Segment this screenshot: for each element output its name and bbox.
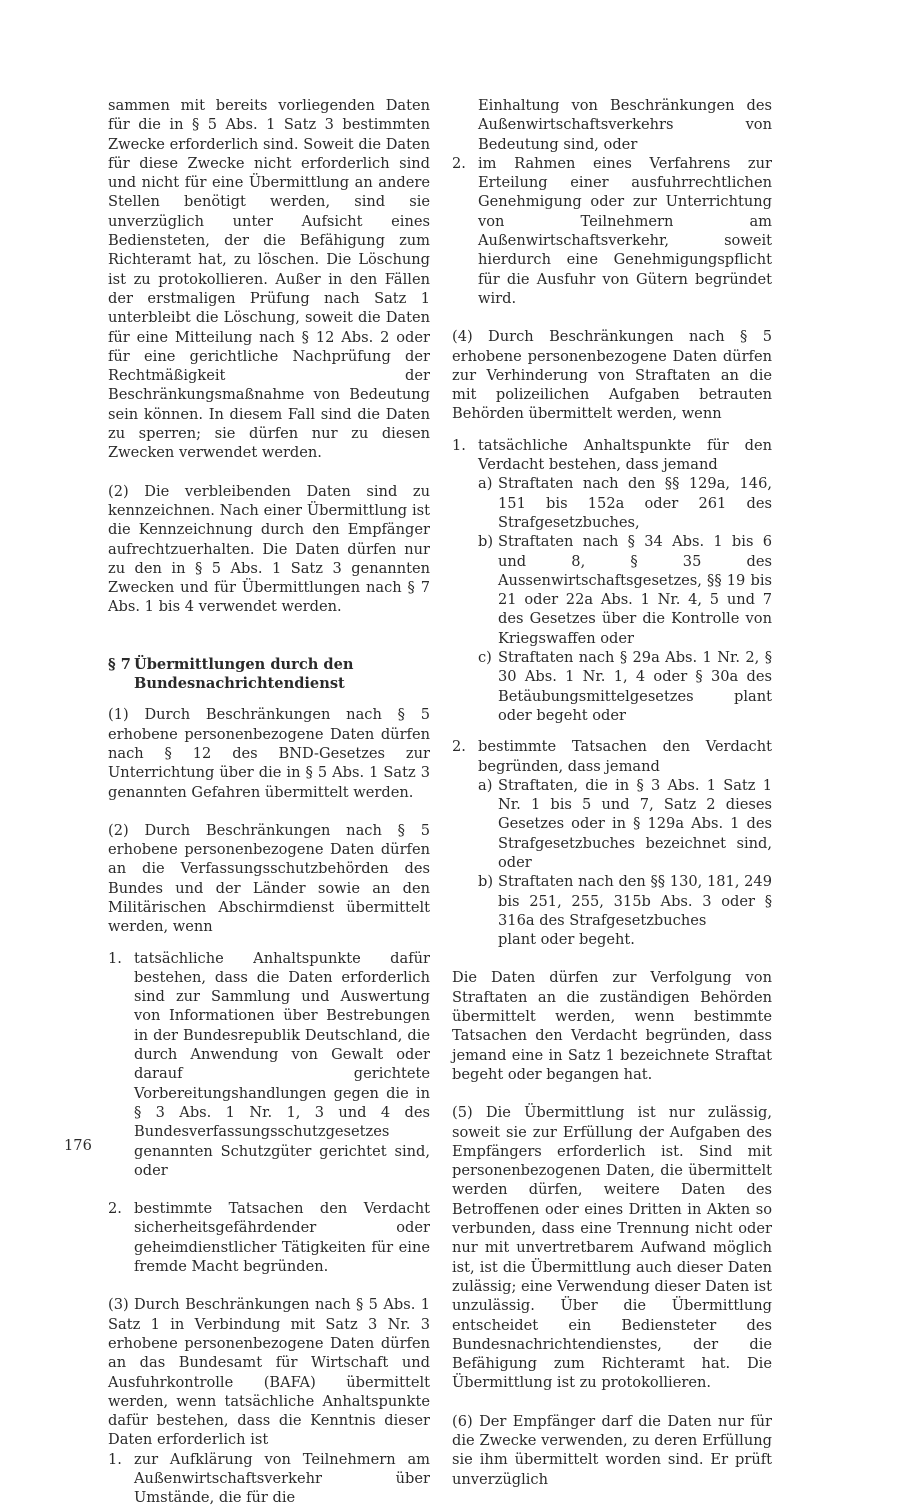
list-item-text: tatsächliche Anhaltspunkte für den Verdacht bestehen, dass jemand bbox=[478, 436, 772, 474]
sub-list-item bbox=[478, 776, 772, 872]
sub-list-marker: b) bbox=[478, 533, 494, 551]
list-item-text: tatsächliche Anhaltspunkte dafür bestehen, dass die Daten erforderlich sind zur Sammlung und Auswertung von Informationen über Bestrebungen in der Bundesrepublik Deutschland, die durch Anwendung von Gewalt oder darauf gerichtete Vorbereitungshandlungen gegen die in § 3 Abs. 1 Nr. 1, 3 und 4 des Bundesverfassungsschutzgesetzes genannten Schutzgüter gerichtet sind, oder bbox=[134, 949, 430, 1179]
sub-list-text: Straftaten, die in § 3 Abs. 1 Satz 1 Nr. 1 bis 5 und 7, Satz 2 dieses Gesetzes oder in § 129a Abs. 1 des Strafgesetzbuches bezeichnet sind, oder bbox=[498, 776, 772, 871]
sub-list-marker: a) bbox=[478, 776, 493, 794]
sub-list-marker: c) bbox=[478, 649, 492, 667]
sub-list-marker: b) bbox=[478, 873, 494, 891]
section-title: Übermittlungen durch den Bundesnachrichtendienst bbox=[134, 655, 354, 693]
list-item bbox=[452, 737, 772, 776]
sub-list-marker: a) bbox=[478, 475, 493, 493]
list-item-text: bestimmte Tatsachen den Verdacht sicherheitsgefährdender oder geheimdienstlicher Tätigkeiten für eine fremde Macht begründen. bbox=[134, 1200, 430, 1276]
left-column bbox=[108, 96, 430, 1508]
paragraph-7-6: (6) Der Empfänger darf die Daten nur für die Zwecke verwenden, zu deren Erfüllung sie ihm übermittelt worden sind. Er prüft unverzüglich bbox=[452, 1412, 772, 1488]
sub-list-text: Straftaten nach § 29a Abs. 1 Nr. 2, § 30 Abs. 1 Nr. 1, 4 oder § 30a des Betäubungsmittelgesetzes plant oder begeht oder bbox=[498, 649, 772, 724]
paragraph-6-2: (2) Die verbleibenden Daten sind zu kennzeichnen. Nach einer Übermittlung ist die Kennzeichnung durch den Empfänger aufrechtzuerhalten. Die Daten dürfen nur zu den in § 5 Abs. 1 Satz 3 genannten Zwecken und für Übermittlungen nach § 7 Abs. 1 bis 4 verwendet werden. bbox=[108, 482, 430, 616]
sub-list bbox=[452, 474, 772, 725]
list-item-continuation bbox=[452, 96, 772, 154]
paragraph-7-3: (3) Durch Beschränkungen nach § 5 Abs. 1 Satz 1 in Verbindung mit Satz 3 Nr. 3 erhobene personenbezogene Daten dürfen an das Bundesamt für Wirtschaft und Ausfuhrkontrolle (BAFA) übermittelt werden, wenn tatsächliche Anhaltspunkte dafür bestehen, dass die Kenntnis dieser Daten erforderlich ist bbox=[108, 1296, 430, 1449]
sub-list-item bbox=[478, 872, 772, 930]
sub-list-text: Straftaten nach den §§ 130, 181, 249 bis 251, 255, 315b Abs. 3 oder § 316a des Strafgesetzbuches bbox=[498, 873, 772, 929]
list-item bbox=[452, 154, 772, 308]
paragraph-continuation: sammen mit bereits vorliegenden Daten für die in § 5 Abs. 1 Satz 3 bestimmten Zwecke erforderlich sind. Soweit die Daten für diese Zwecke nicht erforderlich sind und nicht für eine Übermittlung an andere Stellen benötigt werden, sind sie unverzüglich unter Aufsicht eines Bediensteten, der die Befähigung zum Richteramt hat, zu löschen. Die Löschung ist zu protokollieren. Außer in den Fällen der erstmaligen Prüfung nach Satz 1 unterbleibt die Löschung, soweit die Daten für eine Mitteilung nach § 12 Abs. 2 oder für eine gerichtliche Nachprüfung der Rechtmäßigkeit der Beschränkungsmaßnahme von Bedeutung sein können. In diesem Fall sind die Daten zu sperren; sie dürfen nur zu diesen Zwecken verwendet werden. bbox=[108, 97, 430, 462]
sub-list bbox=[452, 776, 772, 950]
list-item bbox=[108, 1199, 430, 1276]
list-item bbox=[452, 436, 772, 475]
list-item bbox=[108, 1450, 430, 1508]
paragraph-prosecution: Die Daten dürfen zur Verfolgung von Straftaten an die zuständigen Behörden übermittelt werden, wenn bestimmte Tatsachen den Verdacht begründen, dass jemand eine in Satz 1 bezeichnete Straftat begeht oder begangen hat. bbox=[452, 969, 772, 1083]
list-marker: 2. bbox=[452, 738, 466, 756]
page-number: 176 bbox=[64, 1137, 92, 1154]
list-marker: 2. bbox=[108, 1200, 122, 1218]
sub-list-text: Straftaten nach § 34 Abs. 1 bis 6 und 8, § 35 des Aussenwirtschaftsgesetzes, §§ 19 bis 21 oder 22a Abs. 1 Nr. 4, 5 und 7 des Gesetzes über die Kontrolle von Kriegswaffen oder bbox=[498, 533, 772, 647]
sub-list-item bbox=[478, 648, 772, 725]
paragraph-7-1: (1) Durch Beschränkungen nach § 5 erhobene personenbezogene Daten dürfen nach § 12 des BND-Gesetzes zur Unterrichtung über die in § 5 Abs. 1 Satz 3 genannten Gefahren übermittelt werden. bbox=[108, 706, 430, 801]
section-number: § 7 bbox=[108, 655, 131, 673]
section-heading-7 bbox=[108, 655, 430, 694]
paragraph-7-4: (4) Durch Beschränkungen nach § 5 erhobene personenbezogene Daten dürfen zur Verhinderung von Straftaten an die mit polizeilichen Aufgaben betrauten Behörden übermittelt werden, wenn bbox=[452, 328, 772, 423]
paragraph-7-2: (2) Durch Beschränkungen nach § 5 erhobene personenbezogene Daten dürfen an die Verfassungsschutzbehörden des Bundes und der Länder sowie an den Militärischen Abschirmdienst übermittelt werden, wenn bbox=[108, 821, 430, 936]
list-marker: 1. bbox=[108, 949, 122, 967]
list-item-text: im Rahmen eines Verfahrens zur Erteilung einer ausfuhrrechtlichen Genehmigung oder zur Unterrichtung von Teilnehmern am Außenwirtschaftsverkehr, soweit hierdurch eine Genehmigungspflicht für die Ausfuhr von Gütern begründet wird. bbox=[478, 154, 772, 307]
sub-list-text: plant oder begeht. bbox=[498, 931, 635, 949]
list-item-text: Einhaltung von Beschränkungen des Außenwirtschaftsverkehrs von Bedeutung sind, oder bbox=[478, 97, 772, 153]
list-item-text: zur Aufklärung von Teilnehmern am Außenwirtschaftsverkehr über Umstände, die für die bbox=[134, 1450, 430, 1507]
list-item-text: bestimmte Tatsachen den Verdacht begründen, dass jemand bbox=[478, 738, 772, 775]
list-marker: 1. bbox=[108, 1450, 122, 1468]
list-item bbox=[108, 949, 430, 1181]
list-marker: 1. bbox=[452, 436, 466, 454]
sub-list-text: Straftaten nach den §§ 129a, 146, 151 bis 152a oder 261 des Strafgesetzbuches, bbox=[498, 475, 772, 531]
sub-list-tail bbox=[478, 930, 772, 949]
sub-list-item bbox=[478, 474, 772, 532]
right-column bbox=[452, 96, 772, 1489]
list-marker: 2. bbox=[452, 154, 466, 172]
sub-list-item bbox=[478, 532, 772, 648]
paragraph-7-5: (5) Die Übermittlung ist nur zulässig, soweit sie zur Erfüllung der Aufgaben des Empfängers erforderlich ist. Sind mit personenbezogenen Daten, die übermittelt werden dürfen, weitere Daten des Betroffenen oder eines Dritten in Akten so verbunden, dass eine Trennung nicht oder nur mit unvertretbarem Aufwand möglich ist, ist die Übermittlung auch dieser Daten zulässig; eine Verwendung dieser Daten ist unzulässig. Über die Übermittlung entscheidet ein Bediensteter des Bundesnachrichtendienstes, der die Befähigung zum Richteramt hat. Die Übermittlung ist zu protokollieren. bbox=[452, 1104, 772, 1392]
